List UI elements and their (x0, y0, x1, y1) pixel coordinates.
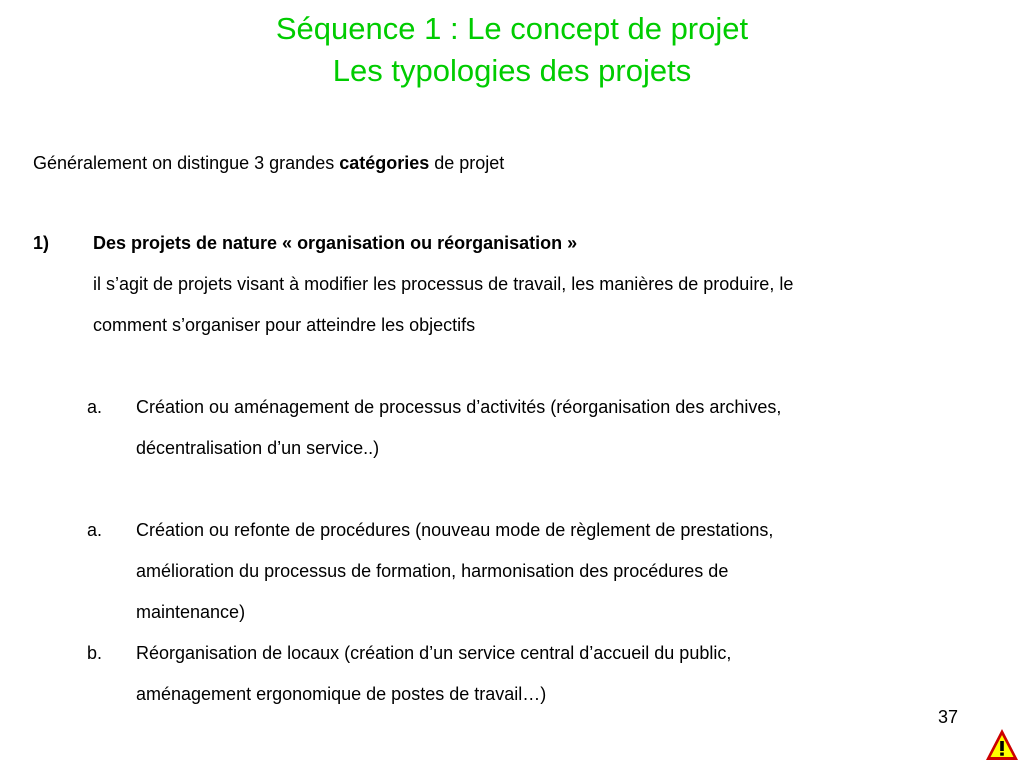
slide-title (0, 8, 1024, 92)
warning-icon[interactable] (985, 728, 1019, 762)
page-number: 37 (938, 707, 959, 727)
section-desc-line-2: comment s’organiser pour atteindre les objectifs (93, 315, 476, 335)
subitem-2-line-1: Création ou refonte de procédures (nouveau mode de règlement de prestations, (136, 520, 774, 540)
title-line-1: Séquence 1 : Le concept de projet (275, 11, 749, 46)
section-heading: Des projets de nature « organisation ou réorganisation » (93, 233, 578, 253)
subitem-1-line-1: Création ou aménagement de processus d’activités (réorganisation des archives, (136, 397, 782, 417)
intro-before: Généralement on distingue 3 grandes (33, 153, 340, 173)
subitem-1-marker: a. (87, 397, 103, 417)
subitem-2-line-3: maintenance) (136, 602, 246, 622)
subitem-1-line-2: décentralisation d’un service..) (136, 438, 380, 458)
warning-icon-graphic (985, 728, 1019, 762)
section-number: 1) (33, 233, 50, 253)
intro-bold: catégories (339, 153, 430, 173)
subitem-3-marker: b. (87, 643, 103, 663)
intro-after: de projet (429, 153, 505, 173)
title-line-2: Les typologies des projets (332, 53, 692, 88)
subitem-2-marker: a. (87, 520, 103, 540)
subitem-2-line-2: amélioration du processus de formation, harmonisation des procédures de (136, 561, 729, 581)
section-desc-line-1: il s’agit de projets visant à modifier les processus de travail, les manières de produire, le (93, 274, 794, 294)
subitem-3-line-1: Réorganisation de locaux (création d’un service central d’accueil du public, (136, 643, 732, 663)
intro-text (33, 150, 504, 176)
subitem-3-line-2: aménagement ergonomique de postes de travail…) (136, 684, 547, 704)
